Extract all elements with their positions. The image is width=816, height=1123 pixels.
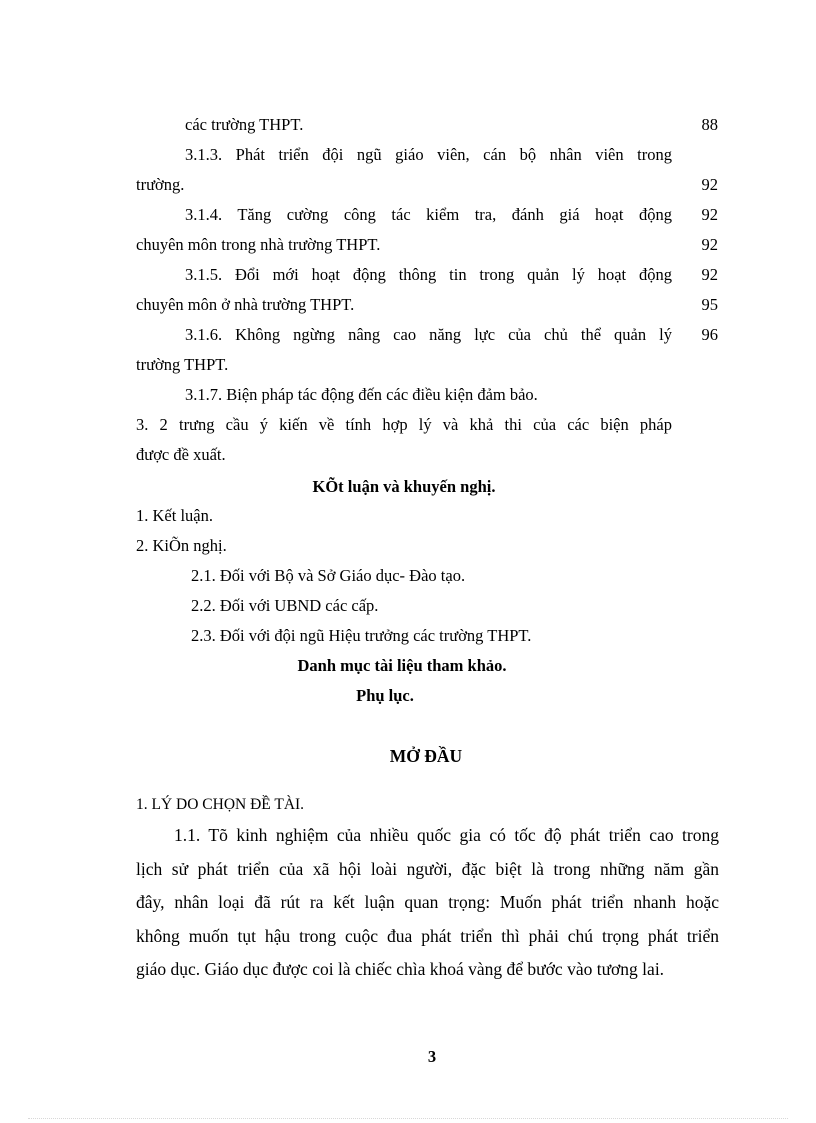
toc-line: chuyên môn ở nhà trường THPT. [136, 295, 355, 314]
toc-page-number: 92 [701, 205, 718, 224]
toc-heading-conclusion: KÕt luận và khuyến nghị. [312, 477, 496, 496]
toc-line: 2.1. Đối với Bộ và Sở Giáo dục- Đào tạo. [191, 566, 466, 585]
paragraph-line: lịch sử phát triển của xã hội loài người, đặc biệt là trong những năm gần [136, 859, 719, 879]
toc-page-number: 92 [701, 265, 718, 284]
paragraph-line: 1.1. Tõ kinh nghiệm của nhiều quốc gia có tốc độ phát triển cao trong [174, 825, 719, 845]
paragraph-line: không muốn tụt hậu trong cuộc đua phát triển thì phải chú trọng phát triển [136, 926, 719, 946]
toc-line: trường. [136, 175, 185, 194]
toc-line: 3. 2 trưng cầu ý kiến về tính hợp lý và khả thi của các biện pháp [136, 415, 672, 434]
toc-line: trường THPT. [136, 355, 229, 374]
toc-page-number: 96 [701, 325, 718, 344]
toc-line: được đề xuất. [136, 445, 226, 464]
toc-page-number: 95 [701, 295, 718, 314]
toc-line: 2.2. Đối với UBND các cấp. [191, 596, 379, 615]
toc-line: 3.1.5. Đổi mới hoạt động thông tin trong quản lý hoạt động [185, 265, 672, 284]
page-bottom-dotted-border [28, 1118, 788, 1119]
paragraph-line: đây, nhân loại đã rút ra kết luận quan trọng: Muốn phát triển nhanh hoặc [136, 892, 719, 912]
section-heading: 1. LÝ DO CHỌN ĐỀ TÀI. [136, 796, 305, 813]
toc-line: 2. KiÕn nghị. [136, 536, 227, 555]
toc-line: 3.1.4. Tăng cường công tác kiểm tra, đánh giá hoạt động [185, 205, 672, 224]
toc-page-number: 92 [701, 175, 718, 194]
paragraph-line: giáo dục. Giáo dục được coi là chiếc chìa khoá vàng để bước vào tương lai. [136, 959, 665, 979]
toc-page-number: 92 [701, 235, 718, 254]
toc-line: 2.3. Đối với đội ngũ Hiệu trưởng các trường THPT. [191, 626, 532, 645]
page-title: MỞ ĐẦU [389, 746, 463, 766]
page-number: 3 [427, 1047, 437, 1066]
toc-references: Danh mục tài liệu tham khảo. [297, 656, 507, 675]
toc-line: 1. Kết luận. [136, 506, 213, 525]
toc-line: 3.1.7. Biện pháp tác động đến các điều kiện đảm bảo. [185, 385, 538, 404]
toc-line: 3.1.3. Phát triển đội ngũ giáo viên, cán bộ nhân viên trong [185, 145, 672, 164]
toc-line: các trường THPT. [185, 115, 304, 134]
toc-page-number: 88 [701, 115, 718, 134]
toc-line: 3.1.6. Không ngừng nâng cao năng lực của chủ thể quản lý [185, 325, 672, 344]
toc-appendix: Phụ lục. [356, 686, 414, 705]
toc-line: chuyên môn trong nhà trường THPT. [136, 235, 381, 254]
